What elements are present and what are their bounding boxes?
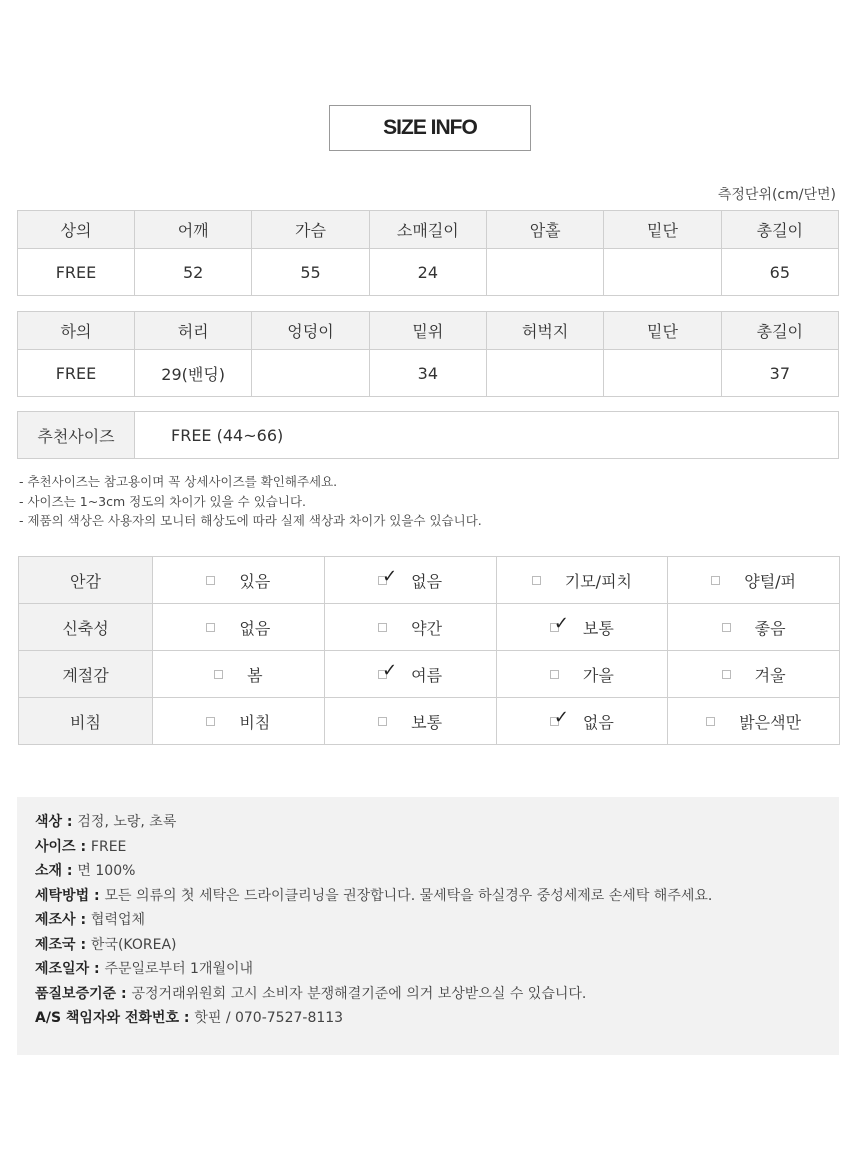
header-cell: 상의 bbox=[18, 211, 135, 249]
feel-option bbox=[496, 604, 668, 651]
top-size-table bbox=[17, 210, 839, 296]
info-row bbox=[35, 1006, 839, 1031]
info-row bbox=[35, 933, 839, 958]
header-cell: 밑위 bbox=[369, 312, 486, 350]
note-line: - 추천사이즈는 참고용이며 꼭 상세사이즈를 확인해주세요. bbox=[19, 474, 338, 489]
feel-label: 신축성 bbox=[19, 604, 153, 651]
feel-option bbox=[668, 604, 840, 651]
value-cell: 37 bbox=[721, 350, 838, 397]
value-cell: 34 bbox=[369, 350, 486, 397]
header-cell: 엉덩이 bbox=[252, 312, 369, 350]
info-row bbox=[35, 835, 839, 860]
info-label: 사이즈 : bbox=[35, 838, 91, 855]
header-cell: 하의 bbox=[18, 312, 135, 350]
table-row bbox=[18, 249, 839, 296]
feel-row bbox=[19, 557, 840, 604]
info-label: 제조국 : bbox=[35, 936, 91, 953]
recommended-size-label: 추천사이즈 bbox=[18, 412, 135, 458]
checkbox-icon[interactable] bbox=[550, 612, 569, 634]
checkbox-icon[interactable] bbox=[378, 717, 387, 726]
feel-option bbox=[153, 698, 325, 745]
value-cell: 55 bbox=[252, 249, 369, 296]
header-cell: 가슴 bbox=[252, 211, 369, 249]
size-notes bbox=[19, 472, 482, 531]
feel-row bbox=[19, 698, 840, 745]
table-header-row bbox=[18, 312, 839, 350]
checkbox-icon[interactable] bbox=[378, 565, 398, 587]
value-cell: 52 bbox=[135, 249, 252, 296]
checkbox-icon[interactable] bbox=[378, 659, 398, 681]
checkmark-icon: ✓ bbox=[382, 659, 398, 681]
feel-label: 안감 bbox=[19, 557, 153, 604]
checkbox-icon[interactable] bbox=[206, 576, 215, 585]
table-row bbox=[18, 350, 839, 397]
size-info-title: SIZE INFO bbox=[329, 105, 531, 151]
recommended-size bbox=[17, 411, 839, 459]
option-label: 양털/퍼 bbox=[744, 571, 796, 591]
info-value: FREE bbox=[90, 838, 127, 855]
info-value: 검정, 노랑, 초록 bbox=[77, 814, 177, 830]
value-cell bbox=[486, 249, 603, 296]
feel-option bbox=[668, 651, 840, 698]
feel-option bbox=[668, 698, 840, 745]
info-value: 협력업체 bbox=[90, 912, 146, 928]
header-cell: 총길이 bbox=[721, 312, 838, 350]
info-label: A/S 책임자와 전화번호 : bbox=[35, 1010, 195, 1026]
note-line: - 사이즈는 1~3cm 정도의 차이가 있을 수 있습니다. bbox=[19, 493, 307, 509]
feel-row bbox=[19, 651, 840, 698]
feel-option bbox=[324, 604, 496, 651]
header-cell: 어깨 bbox=[135, 211, 252, 249]
info-row bbox=[35, 908, 839, 933]
info-value: 모든 의류의 첫 세탁은 드라이클리닝을 권장합니다. 물세탁을 하실경우 중성세제로 손세탁 해주세요. bbox=[104, 887, 713, 904]
feel-option bbox=[496, 651, 668, 698]
value-cell: 24 bbox=[369, 249, 486, 296]
checkbox-icon[interactable] bbox=[722, 670, 731, 679]
checkbox-icon[interactable] bbox=[550, 670, 559, 679]
info-row bbox=[35, 810, 839, 835]
option-label: 가을 bbox=[582, 665, 614, 685]
value-cell: 65 bbox=[721, 249, 838, 296]
option-label: 밝은색만 bbox=[739, 712, 802, 732]
info-label: 색상 : bbox=[35, 814, 78, 830]
info-label: 세탁방법 : bbox=[35, 887, 105, 904]
info-value: 주문일로부터 1개월이내 bbox=[104, 961, 254, 977]
value-cell bbox=[604, 249, 721, 296]
info-value: 한국(KOREA) bbox=[90, 936, 177, 953]
checkbox-icon[interactable] bbox=[214, 670, 223, 679]
feel-label: 계절감 bbox=[19, 651, 153, 698]
header-cell: 소매길이 bbox=[369, 211, 486, 249]
checkbox-icon[interactable] bbox=[378, 623, 387, 632]
feel-option bbox=[496, 698, 668, 745]
info-label: 품질보증기준 : bbox=[35, 985, 132, 1002]
measurement-unit: 측정단위(cm/단면) bbox=[717, 187, 836, 203]
feel-option bbox=[324, 651, 496, 698]
info-label: 제조사 : bbox=[35, 912, 91, 928]
info-value: 핫핀 / 070-7527-8113 bbox=[194, 1010, 344, 1026]
recommended-size-value: FREE (44~66) bbox=[171, 425, 284, 445]
feel-option bbox=[668, 557, 840, 604]
fabric-feel-table bbox=[18, 556, 840, 745]
option-label: 보통 bbox=[411, 712, 443, 732]
option-label: 여름 bbox=[411, 665, 443, 685]
value-cell bbox=[604, 350, 721, 397]
checkbox-icon[interactable] bbox=[206, 717, 215, 726]
info-row bbox=[35, 884, 839, 909]
checkmark-icon: ✓ bbox=[553, 706, 569, 728]
info-row bbox=[35, 957, 839, 982]
note-line: - 제품의 색상은 사용자의 모니터 해상도에 따라 실제 색상과 차이가 있을수 있습니다. bbox=[19, 513, 482, 528]
product-info-box bbox=[17, 797, 839, 1055]
checkbox-icon[interactable] bbox=[706, 717, 715, 726]
option-label: 좋음 bbox=[754, 618, 786, 638]
checkbox-icon[interactable] bbox=[722, 623, 731, 632]
feel-option bbox=[153, 604, 325, 651]
info-label: 제조일자 : bbox=[35, 961, 105, 977]
header-cell: 밑단 bbox=[604, 211, 721, 249]
info-row bbox=[35, 982, 839, 1007]
feel-option bbox=[324, 698, 496, 745]
value-cell: FREE bbox=[18, 249, 135, 296]
feel-label: 비침 bbox=[19, 698, 153, 745]
info-value: 면 100% bbox=[77, 863, 136, 879]
bottom-size-table bbox=[17, 311, 839, 397]
info-row bbox=[35, 859, 839, 884]
header-cell: 암홀 bbox=[486, 211, 603, 249]
table-header-row bbox=[18, 211, 839, 249]
value-cell bbox=[252, 350, 369, 397]
info-value: 공정거래위원회 고시 소비자 분쟁해결기준에 의거 보상받으실 수 있습니다. bbox=[131, 985, 587, 1002]
checkmark-icon: ✓ bbox=[382, 565, 398, 587]
feel-option bbox=[496, 557, 668, 604]
option-label: 보통 bbox=[582, 618, 614, 638]
feel-row bbox=[19, 604, 840, 651]
checkbox-icon[interactable] bbox=[532, 576, 541, 585]
checkbox-icon[interactable] bbox=[550, 706, 569, 728]
checkbox-icon[interactable] bbox=[711, 576, 720, 585]
option-label: 약간 bbox=[411, 618, 443, 638]
feel-option bbox=[153, 557, 325, 604]
option-label: 없음 bbox=[582, 712, 614, 732]
option-label: 봄 bbox=[247, 665, 263, 685]
feel-option bbox=[153, 651, 325, 698]
checkbox-icon[interactable] bbox=[206, 623, 215, 632]
header-cell: 밑단 bbox=[604, 312, 721, 350]
feel-option bbox=[324, 557, 496, 604]
checkmark-icon: ✓ bbox=[553, 612, 569, 634]
value-cell: FREE bbox=[18, 350, 135, 397]
header-cell: 허리 bbox=[135, 312, 252, 350]
option-label: 겨울 bbox=[754, 665, 786, 685]
header-cell: 총길이 bbox=[721, 211, 838, 249]
info-label: 소재 : bbox=[35, 863, 78, 879]
value-cell: 29(밴딩) bbox=[135, 350, 252, 397]
option-label: 없음 bbox=[411, 571, 443, 591]
header-cell: 허벅지 bbox=[486, 312, 603, 350]
option-label: 있음 bbox=[239, 571, 271, 591]
option-label: 기모/피치 bbox=[564, 571, 632, 591]
value-cell bbox=[486, 350, 603, 397]
option-label: 없음 bbox=[239, 618, 271, 638]
option-label: 비침 bbox=[239, 712, 271, 732]
